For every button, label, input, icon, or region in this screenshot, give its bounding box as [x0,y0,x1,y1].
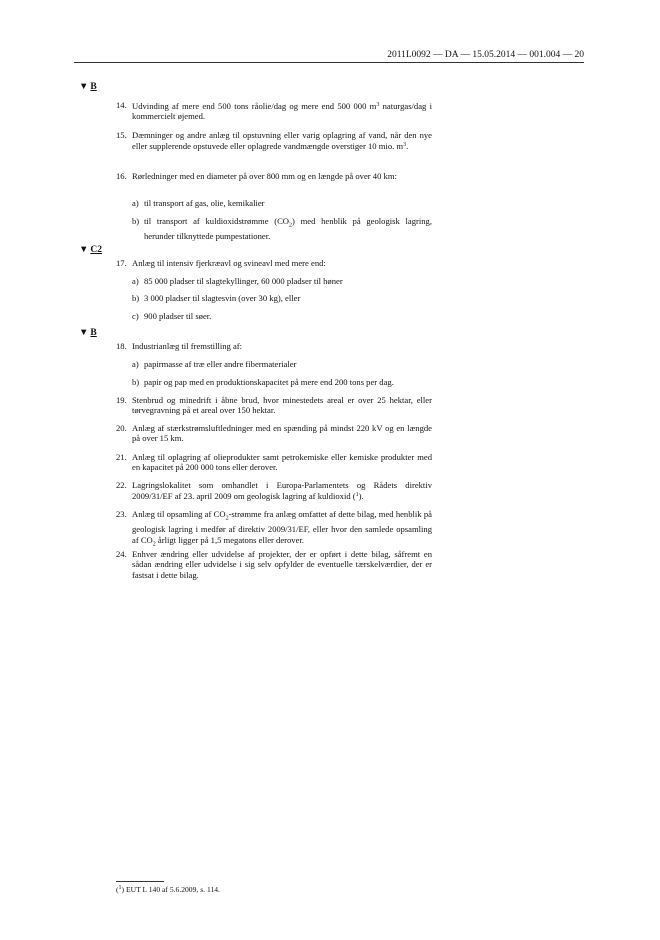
item-number: 14. [116,100,127,110]
sub-label: b) [132,216,140,226]
item-number: 20. [116,423,127,433]
sub-text: papirmasse af træ eller andre fibermaterialer [144,359,297,369]
sub-text: 900 pladser til søer. [144,311,212,321]
triangle-icon: ▼ [79,82,89,92]
list-item-24 [116,549,432,580]
sub-text: 85 000 pladser til slagtekyllinger, 60 000 pladser til høner [144,276,343,286]
footnote: ($^1$) EUT L 140 af 5.6.2009, s. 114. [116,885,220,894]
list-item-20 [116,423,432,444]
item-number: 21. [116,452,127,462]
list-item-23 [116,509,432,550]
item-text: Anlæg til intensiv fjerkræavl og svineavl med mere end: [132,258,326,268]
sub-label: a) [132,276,139,286]
item-number: 17. [116,258,127,268]
sub-label: c) [132,311,139,321]
item-text: Anlæg af stærkstrømsluftledninger med en spænding på mindst 220 kV og en længde på over 15 km. [132,423,432,444]
footnote-reference[interactable]: 1 [355,492,359,499]
item-number: 16. [116,171,127,181]
list-item-15 [116,130,432,152]
footnote-mark: 1 [118,885,122,891]
item-text: Enhver ændring eller udvidelse af projekter, der er opført i dette bilag, såfremt en sådan ændring eller udvidelse i sig selv opfylder de eventuelle tærskelværdier, der er fastsat i dette bilag. [132,549,432,580]
sub-item-18a [132,359,432,369]
sub-item-17c [132,311,432,321]
item-number: 18. [116,341,127,351]
marker-code[interactable]: C2 [90,245,103,255]
triangle-icon: ▼ [79,245,89,255]
item-text: Anlæg til opsamling af $CO_2$-strømme fra anlæg omfattet af dette bilag, med henblik på geologisk lagring i medfør af direktiv 2009/31/EF, eller hvor den samlede opsamling af $CO_2$ årligt ligger på 1,5 megatons eller derover. [132,509,432,548]
sub-text: 3 000 pladser til slagtesvin (over 30 kg), eller [144,293,301,303]
triangle-icon: ▼ [79,328,89,338]
amendment-marker-c2 [79,245,102,255]
sub-item-16a [132,198,432,208]
item-number: 24. [116,549,127,559]
item-text: Udvinding af mere end 500 tons råolie/dag og mere end 500 000 $m^3$ naturgas/dag i kommercielt øjemed. [132,101,432,122]
sub-text: papir og pap med en produktionskapacitet på mere end 200 tons per dag. [144,377,394,387]
marker-code[interactable]: B [90,82,97,92]
page-header: 2011L0092 — DA — 15.05.2014 — 001.004 — 20 [74,50,584,63]
footnote-text: EUT L 140 af 5.6.2009, s. 114. [124,885,220,894]
item-text: Stenbrud og minedrift i åbne brud, hvor minestedets areal er over 25 hektar, eller tørvegravning på et areal over 150 hektar. [132,395,432,416]
item-number: 23. [116,509,127,519]
amendment-marker-b [79,328,97,338]
sub-text: til transport af gas, olie, kemikalier [144,198,265,208]
item-number: 15. [116,130,127,140]
sub-label: b) [132,377,140,387]
list-item-19 [116,395,432,416]
footnote-divider [116,881,164,882]
list-item-14 [116,100,432,122]
list-item-18 [116,341,432,351]
sub-item-16b [132,216,432,242]
item-text: Rørledninger med en diameter på over 800 mm og en længde på over 40 km: [132,171,397,181]
sub-text: til transport af kuldioxidstrømme $(CO_2)$ med henblik på geologisk lagring, herunder tilknyttede pumpestationer. [144,216,432,242]
item-number: 22. [116,480,127,490]
item-text: Anlæg til oplagring af olieprodukter samt petrokemiske eller kemiske produkter med en kapacitet på 200 000 tons eller derover. [132,452,432,473]
sub-item-17a [132,276,432,286]
list-item-22 [116,480,432,502]
sub-label: a) [132,198,139,208]
item-text: Industrianlæg til fremstilling af: [132,341,243,351]
sub-item-17b [132,293,432,303]
sub-label: b) [132,293,140,303]
list-item-16 [116,171,432,181]
sub-item-18b [132,377,432,387]
list-item-17 [116,258,432,268]
list-item-21 [116,452,432,473]
sub-label: a) [132,359,139,369]
item-number: 19. [116,395,127,405]
marker-code[interactable]: B [90,328,97,338]
amendment-marker-b [79,82,97,92]
item-text: Lagringslokalitet som omhandlet i Europa-Parlamentets og Rådets direktiv 2009/31/EF af 23. april 2009 om geologisk lagring af kuldioxid ($^1$). [132,480,432,502]
item-text: Dæmninger og andre anlæg til opstuvning eller varig oplagring af vand, når den nye eller supplerende opstuvede eller oplagrede vandmængde overstiger 10 mio. $m^3$. [132,130,432,152]
